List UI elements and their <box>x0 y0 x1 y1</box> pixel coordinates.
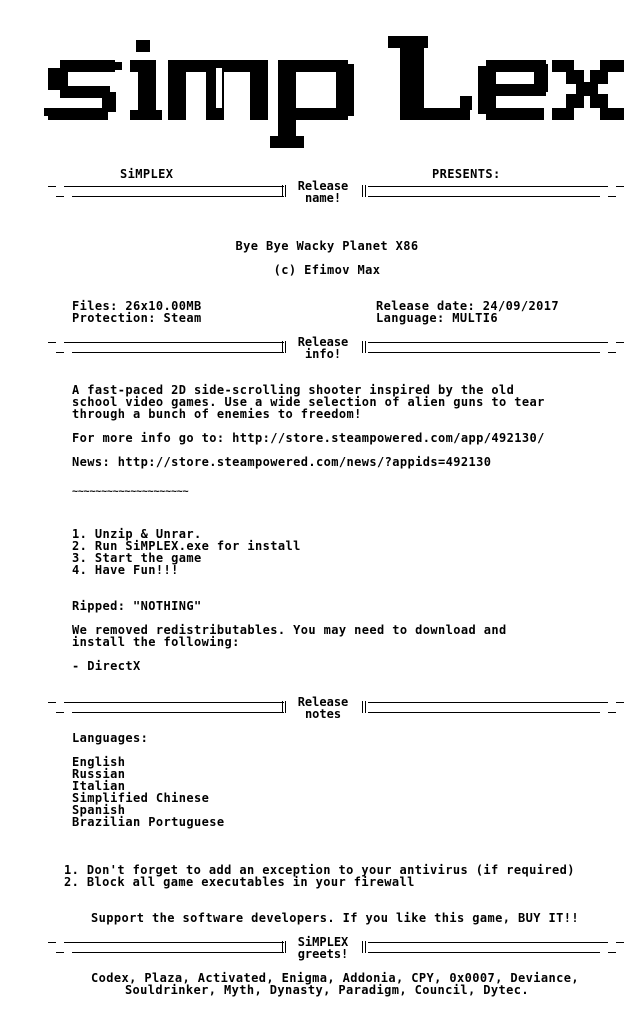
language-item: Simplified Chinese <box>72 791 210 805</box>
tip-item: 2. Block all game executables in your firewall <box>64 875 415 889</box>
language-info: Language: MULTI6 <box>376 311 498 325</box>
divider-release-info <box>0 336 632 366</box>
header-right: PRESENTS: <box>432 167 501 181</box>
game-title: Bye Bye Wacky Planet X86 <box>235 239 419 253</box>
language-item: Russian <box>72 767 126 781</box>
simplex-logo <box>0 0 632 150</box>
section-label: SiMPLEX greets! <box>297 935 349 961</box>
language-item: English <box>72 755 126 769</box>
description-line: school video games. Use a wide selection of alien guns to tear <box>72 395 545 409</box>
description-line: through a bunch of enemies to freedom! <box>72 407 362 421</box>
language-item: Brazilian Portuguese <box>72 815 225 829</box>
language-item: Italian <box>72 779 126 793</box>
divider-release-notes <box>0 696 632 726</box>
ripped-info: Ripped: "NOTHING" <box>72 599 202 613</box>
tilde-separator: ~~~~~~~~~~~~~~~~~~~~ <box>72 486 189 497</box>
install-step: 4. Have Fun!!! <box>72 563 179 577</box>
greets-line: Souldrinker, Myth, Dynasty, Paradigm, Council, Dytec. <box>124 983 530 997</box>
language-item: Spanish <box>72 803 126 817</box>
divider-greets <box>0 936 632 966</box>
install-step: 3. Start the game <box>72 551 202 565</box>
languages-label: Languages: <box>72 731 149 745</box>
removed-info: install the following: <box>72 635 240 649</box>
news-link: News: http://store.steampowered.com/news/?appids=492130 <box>72 455 492 469</box>
header-left: SiMPLEX <box>120 167 174 181</box>
support-message: Support the software developers. If you like this game, BUY IT!! <box>91 911 579 925</box>
removed-info: We removed redistributables. You may need to download and <box>72 623 507 637</box>
release-date: Release date: 24/09/2017 <box>376 299 559 313</box>
section-label: Release notes <box>297 695 349 721</box>
divider-release-name <box>0 180 632 210</box>
description-line: A fast-paced 2D side-scrolling shooter inspired by the old <box>72 383 515 397</box>
install-step: 1. Unzip & Unrar. <box>72 527 202 541</box>
install-step: 2. Run SiMPLEX.exe for install <box>72 539 301 553</box>
protection-info: Protection: Steam <box>72 311 202 325</box>
files-info: Files: 26x10.00MB <box>72 299 202 313</box>
tip-item: 1. Don't forget to add an exception to your antivirus (if required) <box>64 863 575 877</box>
directx-item: - DirectX <box>72 659 141 673</box>
section-label: Release info! <box>297 335 349 361</box>
greets-line: Codex, Plaza, Activated, Enigma, Addonia, CPY, 0x0007, Deviance, <box>91 971 579 985</box>
section-label: Release name! <box>297 179 349 205</box>
more-info-link: For more info go to: http://store.steampowered.com/app/492130/ <box>72 431 545 445</box>
game-copyright: (c) Efimov Max <box>273 263 381 277</box>
